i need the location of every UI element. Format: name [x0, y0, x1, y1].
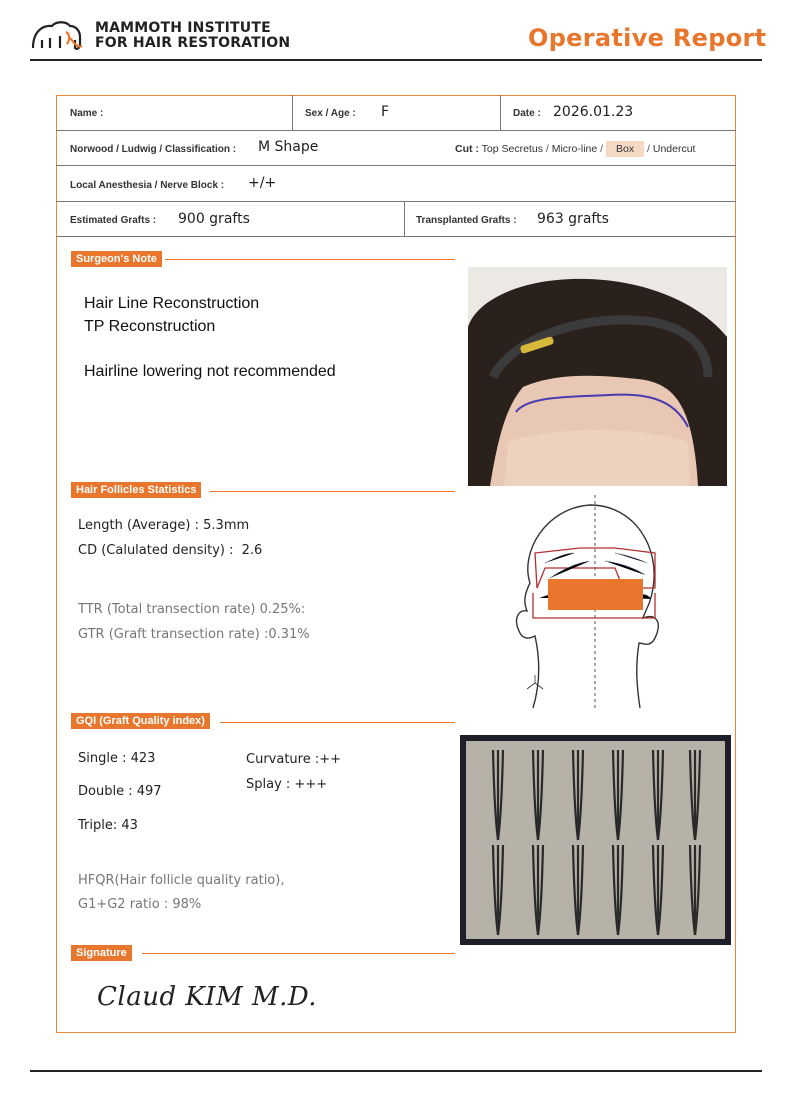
curvature: Curvature :++ [246, 752, 342, 767]
double-label: Double : [78, 784, 133, 799]
gqi-rule [220, 722, 455, 723]
cd-label: CD (Calulated density) : [78, 543, 234, 558]
triple-value: 43 [121, 818, 138, 833]
surgeons-note-rule [165, 259, 455, 260]
brand-line-2: FOR HAIR RESTORATION [95, 35, 291, 51]
graft-transection-rate: GTR (Graft transection rate) :0.31% [78, 627, 310, 642]
estimated-grafts-value: 900 grafts [178, 211, 250, 227]
hfqr-label: HFQR(Hair follicle quality ratio), [78, 873, 285, 888]
cut-option-top-secretus: Top Secretus [481, 143, 543, 155]
signature-rule [142, 953, 455, 954]
gqi-heading: GQI (Graft Quality index) [71, 713, 210, 729]
sex-age-label: Sex / Age : [305, 108, 356, 119]
info-row-1 [56, 95, 736, 131]
surgeons-note-heading: Surgeon's Note [71, 251, 162, 267]
classification-value: M Shape [258, 139, 319, 155]
classification-label: Norwood / Ludwig / Classification : [70, 144, 237, 155]
hairline-photo [468, 267, 727, 486]
brand-line-1: MAMMOTH INSTITUTE [95, 20, 271, 36]
note-line-2: TP Reconstruction [84, 318, 216, 335]
name-label: Name : [70, 108, 104, 119]
cd-value: 2.6 [241, 543, 263, 558]
note-line-3: Hairline lowering not recommended [84, 363, 336, 380]
splay: Splay : +++ [246, 777, 328, 792]
double-count [78, 784, 162, 799]
surgeon-signature: Claud KIM M.D. [97, 982, 318, 1012]
institute-name [95, 21, 290, 51]
cut-separator: / [647, 143, 650, 155]
elephant-logo-icon [30, 18, 90, 54]
triple-count [78, 818, 138, 833]
graft-samples-photo [460, 735, 731, 945]
donor-area-diagram [505, 493, 665, 713]
date-label: Date : [513, 108, 541, 119]
follicle-stats-rule [210, 491, 455, 492]
g1-g2-ratio: G1+G2 ratio : 98% [78, 897, 202, 912]
document-title: Operative Report [528, 24, 767, 52]
calculated-density [78, 543, 262, 558]
header-rule [30, 59, 762, 61]
cut-options [455, 143, 695, 155]
cut-separator: / [545, 143, 549, 155]
cut-label: Cut : [455, 143, 479, 155]
triple-label: Triple: [78, 818, 118, 833]
follicle-stats-heading: Hair Follicles Statistics [71, 482, 201, 498]
date-value: 2026.01.23 [553, 104, 634, 120]
transplanted-grafts-label: Transplanted Grafts : [416, 215, 517, 226]
cut-option-micro-line: Micro-line [551, 143, 598, 155]
footer-rule [30, 1070, 762, 1072]
single-count [78, 751, 155, 766]
cut-separator: / [600, 143, 604, 155]
single-label: Single : [78, 751, 127, 766]
row4-divider [404, 202, 405, 237]
cut-option-undercut: Undercut [652, 143, 696, 155]
cut-option-box-selected: Box [606, 141, 644, 157]
total-transection-rate: TTR (Total transection rate) 0.25%: [78, 602, 306, 617]
anesthesia-value: +/+ [248, 175, 277, 191]
sex-age-value: F [381, 104, 390, 120]
estimated-grafts-label: Estimated Grafts : [70, 215, 157, 226]
info-row-4 [56, 202, 736, 237]
single-value: 423 [130, 751, 156, 766]
row1-divider-2 [500, 95, 501, 131]
signature-heading: Signature [71, 945, 132, 961]
anesthesia-label: Local Anesthesia / Nerve Block : [70, 180, 225, 191]
double-value: 497 [136, 784, 162, 799]
row1-divider-1 [292, 95, 293, 131]
transplanted-grafts-value: 963 grafts [537, 211, 609, 227]
length-average: Length (Average) : 5.3mm [78, 518, 250, 533]
note-line-1: Hair Line Reconstruction [84, 295, 260, 312]
surgeons-note-body [84, 292, 336, 383]
